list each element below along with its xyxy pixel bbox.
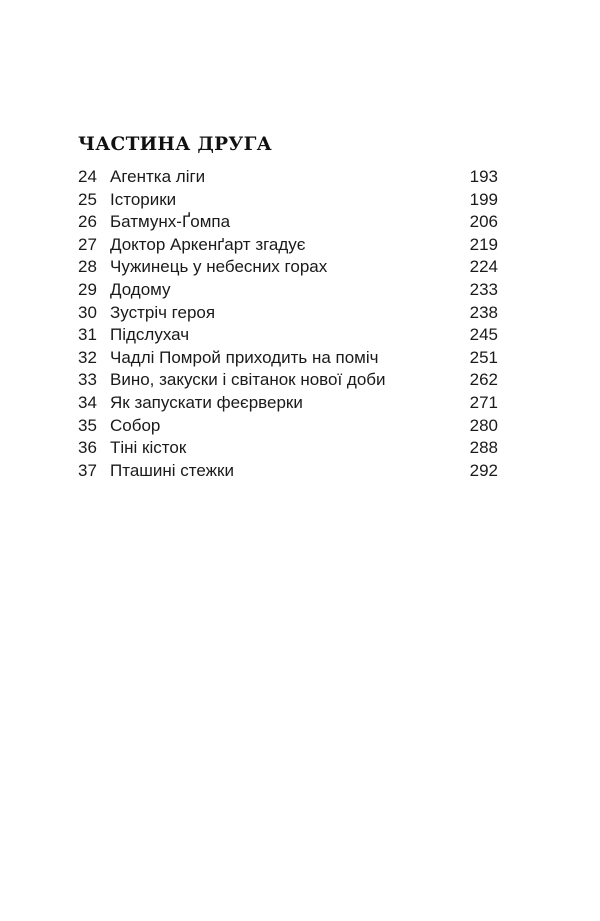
toc-entry [78, 393, 498, 416]
page-number: 193 [469, 167, 498, 186]
toc-entry [78, 212, 498, 235]
page-number: 233 [469, 279, 498, 299]
page-number: 224 [469, 257, 498, 277]
chapter-title: Доктор Аркенґарт згадує [110, 234, 306, 254]
chapter-title: Чужинець у небесних горах [110, 257, 328, 277]
chapter-title: Зустріч героя [110, 302, 216, 322]
toc-entry [78, 416, 498, 439]
toc-entry [78, 348, 498, 371]
page-number: 288 [469, 438, 498, 458]
chapter-number: 27 [78, 234, 97, 254]
chapter-number: 37 [78, 460, 97, 480]
toc-entry [78, 303, 498, 326]
page-number: 262 [469, 370, 498, 390]
chapter-title: Тіні кісток [110, 438, 187, 458]
page-number: 292 [469, 460, 498, 480]
chapter-number: 31 [78, 325, 97, 345]
chapter-title: Вино, закуски і світанок нової доби [110, 370, 386, 390]
chapter-title: Чадлі Помрой приходить на поміч [110, 347, 379, 367]
toc-entry [78, 235, 498, 258]
chapter-number: 26 [78, 212, 97, 232]
chapter-number: 30 [78, 302, 97, 322]
page-number: 280 [469, 415, 498, 435]
page-number: 271 [469, 392, 498, 412]
toc-entry [78, 461, 498, 484]
chapter-title: Додому [110, 279, 171, 299]
table-of-contents [78, 167, 498, 483]
toc-entry [78, 257, 498, 280]
toc-entry [78, 370, 498, 393]
chapter-title: Батмунх-Ґомпа [110, 212, 231, 232]
chapter-number: 24 [78, 167, 97, 186]
chapter-title: Підслухач [110, 325, 190, 345]
chapter-number: 28 [78, 257, 97, 277]
chapter-number: 36 [78, 438, 97, 458]
chapter-number: 32 [78, 347, 97, 367]
chapter-title: Історики [110, 189, 177, 209]
chapter-number: 34 [78, 392, 97, 412]
chapter-number: 33 [78, 370, 97, 390]
toc-entry [78, 280, 498, 303]
page-number: 199 [469, 189, 498, 209]
chapter-title: Собор [110, 415, 161, 435]
chapter-title: Пташині стежки [110, 460, 234, 480]
toc-entry [78, 325, 498, 348]
page-number: 219 [469, 234, 498, 254]
chapter-number: 25 [78, 189, 97, 209]
toc-entry [78, 438, 498, 461]
chapter-title: Як запускати феєрверки [110, 392, 303, 412]
page-number: 245 [469, 325, 498, 345]
part-title: ЧАСТИНА ДРУГА [78, 134, 273, 155]
page-number: 238 [469, 302, 498, 322]
toc-entry [78, 190, 498, 213]
chapter-number: 35 [78, 415, 97, 435]
page-number: 251 [469, 347, 498, 367]
chapter-number: 29 [78, 279, 97, 299]
page-number: 206 [469, 212, 498, 232]
chapter-title: Агентка ліги [110, 167, 206, 186]
toc-entry [78, 167, 498, 190]
